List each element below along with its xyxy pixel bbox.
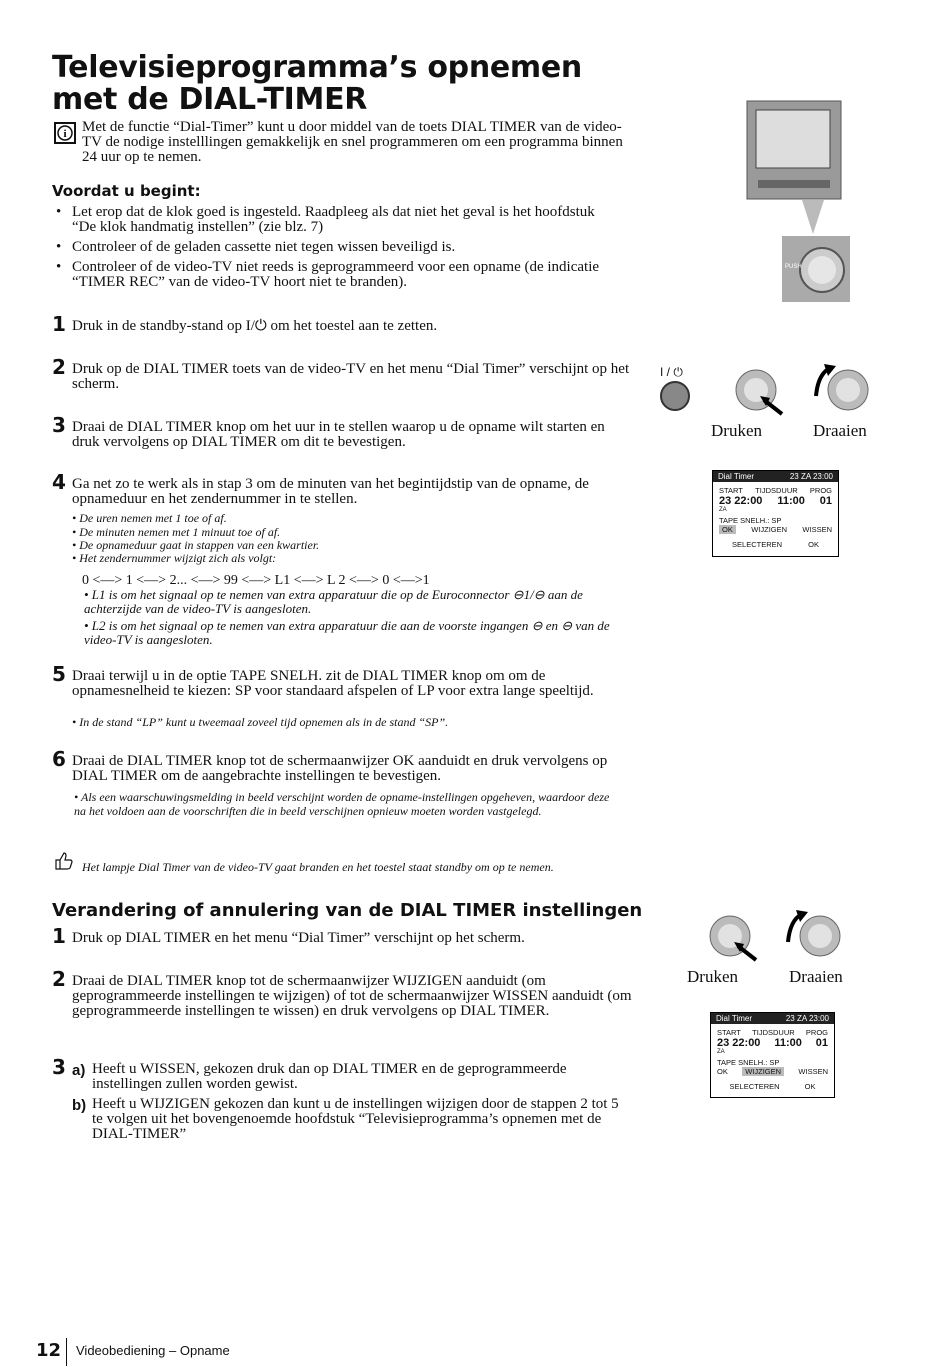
note: • Als een waarschuwingsmelding in beeld verschijnt worden de opname-instellingen opgeheven, waardoor deze na het voldoen aan de voorschriften die in beeld verschijnen opnieuw moeten worden vastgelegd. [74,790,610,818]
page-number: 12 [36,1340,62,1361]
tip-text: Het lampje Dial Timer van de video-TV gaat branden en het toestel staat standby om op te nemen. [82,860,554,874]
step-text: Heeft u WIJZIGEN gekozen dan kunt u de instellingen wijzigen door de stappen 2 tot 5 te volgen uit het bovengenoemde hoofdstuk “Televisieprogramma’s opnemen met de DIAL-TIMER” [92,1096,619,1142]
list-item: • Let erop dat de klok goed is ingesteld. Raadpleeg als dat niet het geval is het hoofdstuk “De klok handmatig instellen” (zie blz. 7) [56,205,616,235]
step-number: 3 [52,1055,66,1079]
channel-sequence: 0 <—> 1 <—> 2... <—> 99 <—> L1 <—> L 2 <—> 0 <—>1 [82,573,430,588]
push-label: PUSH [785,264,802,270]
step-text: Druk in de standby-stand op I/⏻ om het toestel aan te zetten. [72,318,438,334]
dial-closeup-image [782,236,850,302]
press-caption: Druken [711,421,762,440]
note: • L2 is om het signaal op te nemen van extra apparatuur die aan de voorste ingangen ⊖ en ⊖ van de video-TV is aangesloten. [84,618,610,647]
dial-turn-image [778,908,846,964]
before-list [56,205,616,295]
thumbs-up-icon [52,850,74,872]
dial-timer-screen: Dial Timer 23 ZA 23:00 START TIJDSDUUR PROG 23 22:00 11:00 01 ZA TAPE SNELH.: SP OK WIJZIGEN WISSEN SELECTEREN OK [710,1012,835,1098]
step-number: 1 [52,312,66,336]
sub-label: a) [72,1062,86,1079]
page-title: Televisieprogramma’s opnemen met de DIAL-TIMER [52,50,582,117]
dial-timer-screen: Dial Timer 23 ZA 23:00 START TIJDSDUUR PROG 23 22:00 11:00 01 ZA TAPE SNELH.: SP OK WIJZIGEN WISSEN SELECTEREN OK [712,470,839,557]
step-number: 2 [52,967,66,991]
step-text: Heeft u WISSEN, gekozen druk dan op DIAL TIMER en de geprogrammeerde instellingen zullen worden gewist. [92,1061,567,1092]
step-number: 1 [52,924,66,948]
dial-turn-image [806,362,874,418]
step-text: Druk op DIAL TIMER en het menu “Dial Timer” verschijnt op het scherm. [72,930,525,946]
intro-text: Met de functie “Dial-Timer” kunt u door middel van de toets DIAL TIMER van de video-TV de nodige instelllingen gemakkelijk en snel programmeren om een programma binnen 24 uur op te nemen. [82,119,623,165]
power-label: I / ⏻ [660,365,683,379]
info-icon [54,122,76,144]
screen-title: Dial Timer [718,472,755,481]
step-text: Ga net zo te werk als in stap 3 om de minuten van het begintijdstip van de opname, de opnameduur en het zendernummer in te stellen. [72,476,589,507]
note: • De uren nemen met 1 toe of af. [72,511,227,525]
arrow-down-icon [802,200,824,234]
before-heading: Voordat u begint: [52,182,201,200]
list-item: • Controleer of de video-TV niet reeds is geprogrammeerd voor een opname (de indicatie “TIMER REC” van de video-TV hoort niet te branden). [56,260,616,290]
screen-datetime: 23 ZA 23:00 [785,1014,829,1023]
step-number: 3 [52,413,66,437]
turn-caption: Draaien [789,967,843,986]
tv-image [746,100,842,200]
step-number: 6 [52,747,66,771]
step-text: Draai terwijl u in de optie TAPE SNELH. zit de DIAL TIMER knop om om de opnamesnelheid te kiezen: SP voor standaard afspelen of LP voor extra lange speeltijd. [72,668,594,699]
screen-title: Dial Timer [716,1014,753,1023]
note: • De minuten nemen met 1 minuut toe of af. [72,525,281,539]
step-text: Draai de DIAL TIMER knop tot de schermaanwijzer OK aanduidt en druk vervolgens op DIAL TIMER om de aangebrachte instellingen te bevestigen. [72,753,608,784]
step-text: Draai de DIAL TIMER knop om het uur in te stellen waarop u de opname wilt starten en druk vervolgens op DIAL TIMER om dit te bevestigen. [72,419,605,450]
power-button [660,381,690,411]
screen-datetime: 23 ZA 23:00 [789,472,833,481]
dial-press-image [704,912,760,964]
dial-press-image [730,366,786,418]
svg-text:i: i [63,128,67,140]
step-number: 5 [52,662,66,686]
footer-section: Videobediening – Opname [76,1343,230,1358]
section-heading: Verandering of annulering van de DIAL TIMER instellingen [52,900,643,921]
note: • L1 is om het signaal op te nemen van extra apparatuur die op de Euroconnector ⊖1/⊖ aan de achterzijde van de video-TV is aangesloten. [84,587,583,616]
note: • De opnameduur gaat in stappen van een kwartier. [72,538,320,552]
step-text: Druk op de DIAL TIMER toets van de video-TV en het menu “Dial Timer” verschijnt op het scherm. [72,361,630,392]
note: • Het zendernummer wijzigt zich als volgt: [72,551,277,565]
note: • In de stand “LP” kunt u tweemaal zoveel tijd opnemen als in de stand “SP”. [72,715,449,729]
press-caption: Druken [687,967,738,986]
step-text: Draai de DIAL TIMER knop tot de schermaanwijzer WIJZIGEN aanduidt (om geprogrammeerde instellingen te wijzigen) of tot de schermaanwijzer WISSEN aanduidt (om geprogrammeerde instellingen te wissen) en druk vervolgens op DIAL TIMER. [72,973,632,1019]
step-number: 4 [52,470,66,494]
step-number: 2 [52,355,66,379]
sub-label: b) [72,1097,87,1114]
footer-divider [66,1338,67,1366]
list-item: • Controleer of de geladen cassette niet tegen wissen beveiligd is. [56,240,616,255]
turn-caption: Draaien [813,421,867,440]
